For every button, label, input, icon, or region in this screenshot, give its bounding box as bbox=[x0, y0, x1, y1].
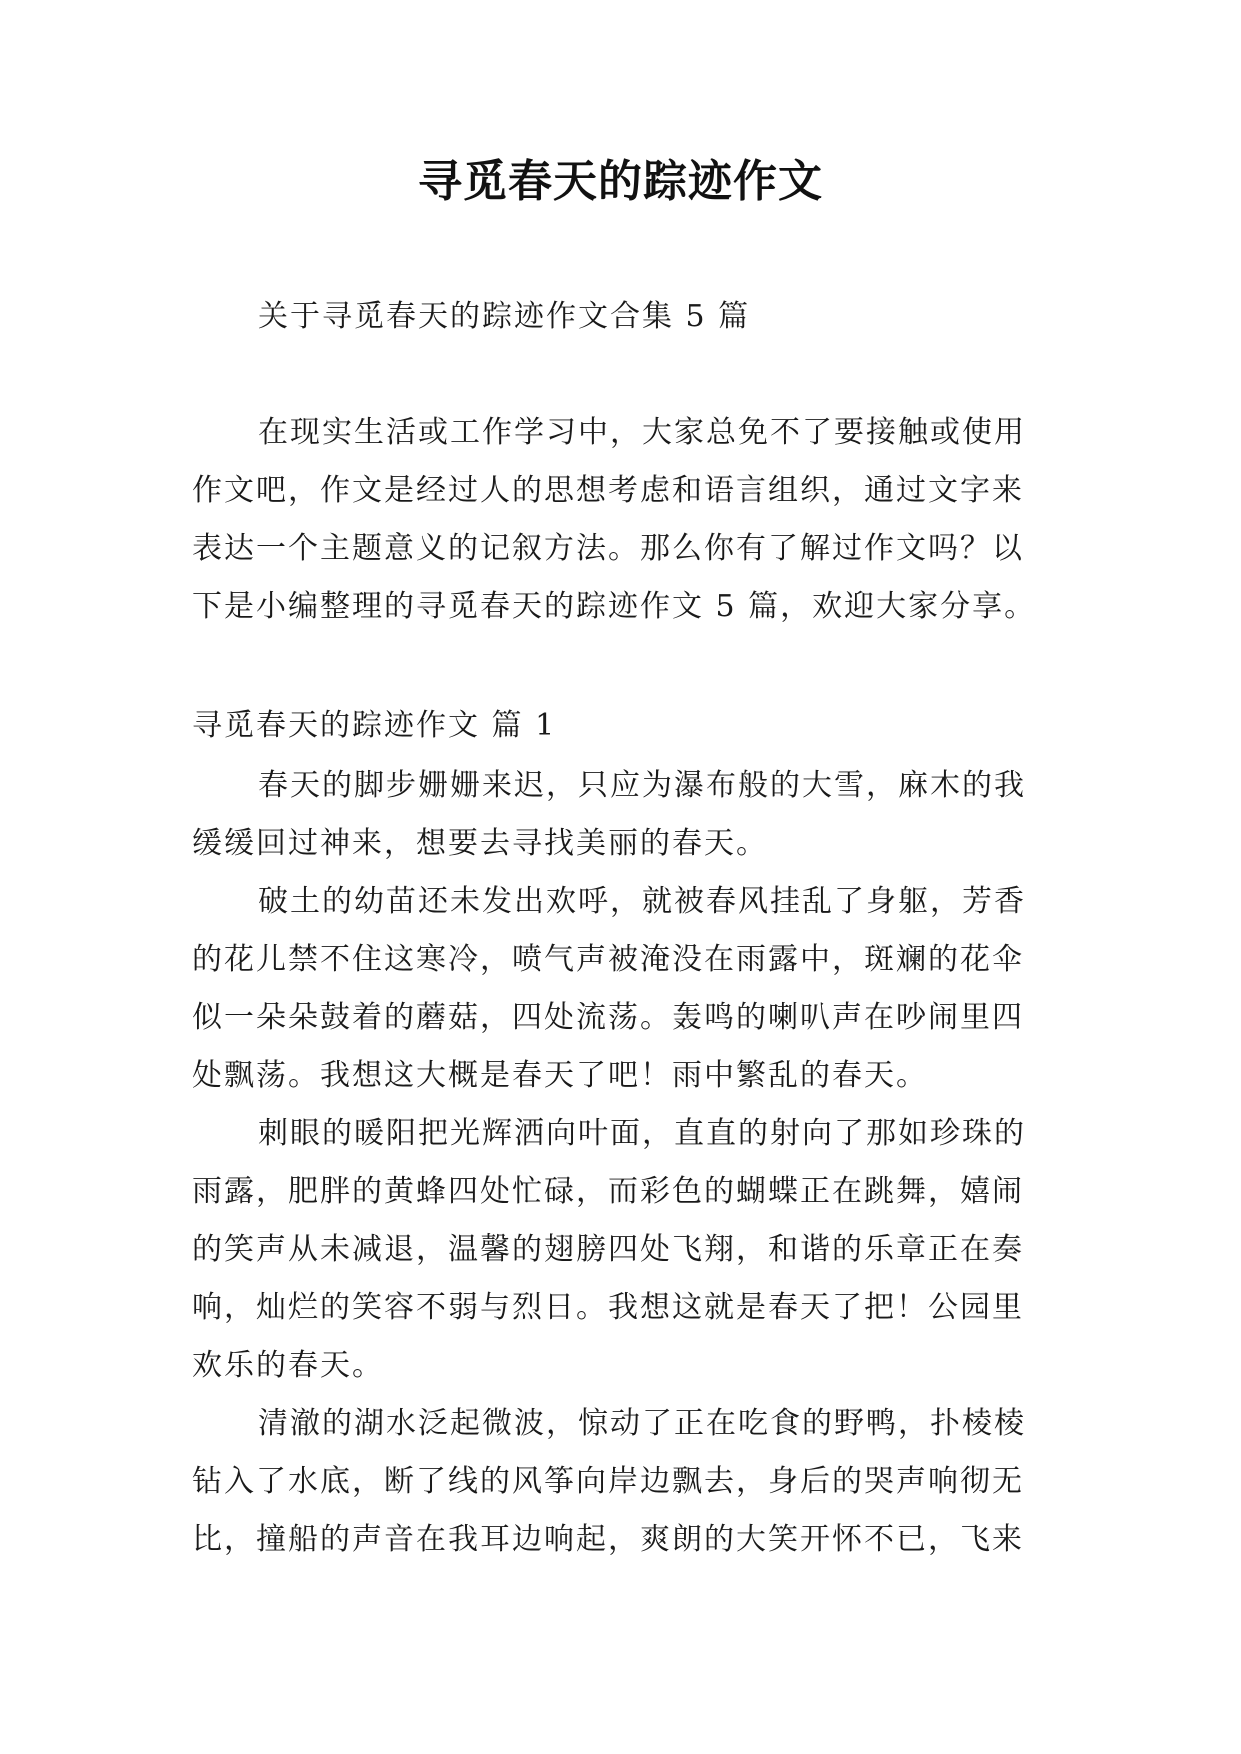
intro-line: 下是小编整理的寻觅春天的踪迹作文 5 篇，欢迎大家分享。 bbox=[192, 589, 1037, 624]
body-line: 的笑声从未减退，温馨的翅膀四处飞翔，和谐的乐章正在奏 bbox=[192, 1232, 1024, 1267]
body-line: 缓缓回过神来，想要去寻找美丽的春天。 bbox=[192, 826, 768, 861]
body-line: 处飘荡。我想这大概是春天了吧！雨中繁乱的春天。 bbox=[192, 1058, 928, 1093]
body-line: 刺眼的暖阳把光辉洒向叶面，直直的射向了那如珍珠的 bbox=[258, 1116, 1026, 1151]
body-line: 似一朵朵鼓着的蘑菇，四处流荡。轰鸣的喇叭声在吵闹里四 bbox=[192, 1000, 1024, 1035]
body-line: 春天的脚步姗姗来迟，只应为瀑布般的大雪，麻木的我 bbox=[258, 768, 1026, 803]
intro-paragraph bbox=[192, 404, 1072, 636]
document-subtitle: 关于寻觅春天的踪迹作文合集 5 篇 bbox=[258, 299, 751, 334]
essay-body bbox=[192, 757, 1072, 1569]
body-line: 钻入了水底，断了线的风筝向岸边飘去，身后的哭声响彻无 bbox=[192, 1464, 1024, 1499]
intro-line: 表达一个主题意义的记叙方法。那么你有了解过作文吗？以 bbox=[192, 531, 1024, 566]
page-title: 寻觅春天的踪迹作文 bbox=[418, 156, 823, 207]
body-line: 的花儿禁不住这寒冷，喷气声被淹没在雨露中，斑斓的花伞 bbox=[192, 942, 1024, 977]
body-line: 欢乐的春天。 bbox=[192, 1348, 384, 1383]
body-line: 响，灿烂的笑容不弱与烈日。我想这就是春天了把！公园里 bbox=[192, 1290, 1024, 1325]
body-line: 破土的幼苗还未发出欢呼，就被春风挂乱了身躯，芳香 bbox=[258, 884, 1026, 919]
body-line: 比，撞船的声音在我耳边响起，爽朗的大笑开怀不已，飞来 bbox=[192, 1522, 1024, 1557]
section-heading: 寻觅春天的踪迹作文 篇 1 bbox=[192, 708, 557, 743]
body-line: 雨露，肥胖的黄蜂四处忙碌，而彩色的蝴蝶正在跳舞，嬉闹 bbox=[192, 1174, 1024, 1209]
intro-line: 在现实生活或工作学习中，大家总免不了要接触或使用 bbox=[258, 415, 1026, 450]
body-line: 清澈的湖水泛起微波，惊动了正在吃食的野鸭，扑棱棱 bbox=[258, 1406, 1026, 1441]
intro-line: 作文吧，作文是经过人的思想考虑和语言组织，通过文字来 bbox=[192, 473, 1024, 508]
